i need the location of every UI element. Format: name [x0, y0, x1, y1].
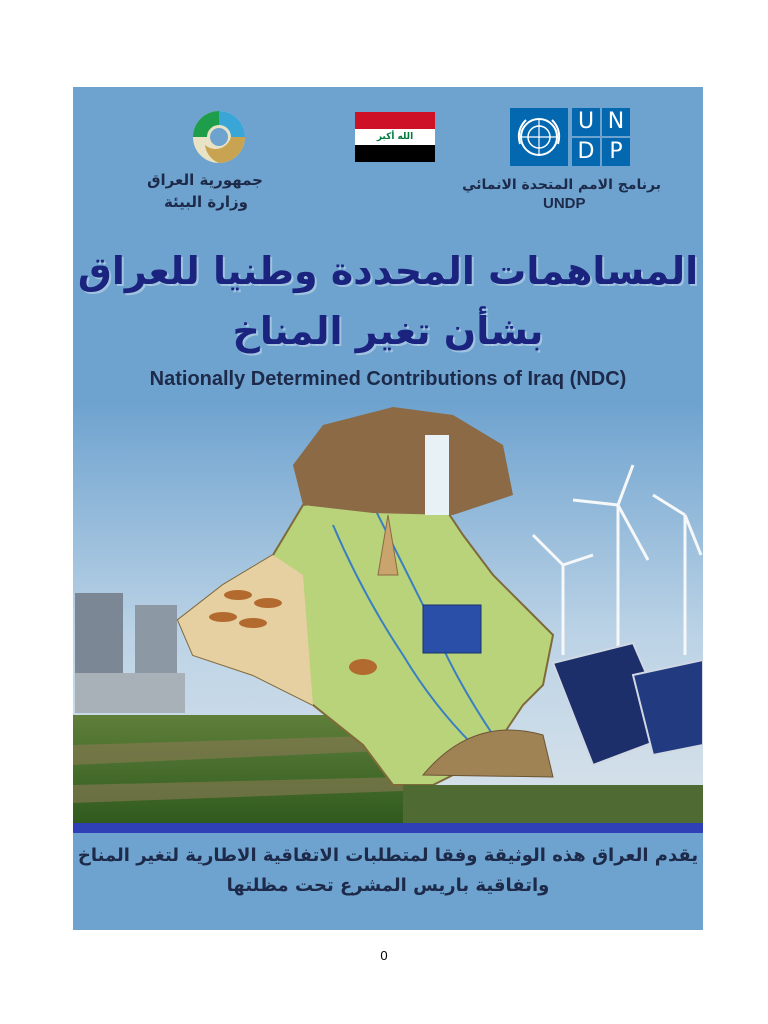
undp-letter-d: D: [572, 138, 600, 166]
ministry-logo-text-line2: وزارة البيئة: [163, 193, 248, 211]
page-number: 0: [380, 948, 388, 963]
ishtar-gate: [423, 605, 481, 653]
un-emblem-icon: [510, 108, 568, 166]
undp-letter-n: N: [602, 108, 630, 136]
ministry-logo-text-line1: جمهورية العراق: [147, 171, 263, 189]
footer-arabic-line1: يقدم العراق هذه الوثيقة وفقا لمتطلبات الاتفاقية الاطارية لتغير المناخ: [77, 845, 699, 866]
title-arabic-line2: بشأن تغير المناخ: [232, 309, 544, 353]
blue-separator-band: [73, 823, 703, 833]
ministry-of-environment-logo: [191, 109, 247, 165]
footer-arabic-line2: واتفاقية باريس المشرع تحت مظلتها: [226, 875, 550, 896]
undp-label: UNDP: [543, 195, 586, 212]
undp-letter-u: U: [572, 108, 600, 136]
document-cover: [73, 87, 703, 930]
title-arabic-line1: المساهمات المحددة وطنيا للعراق: [77, 249, 699, 293]
cover-collage-image: [73, 405, 703, 825]
iraq-flag: [355, 112, 435, 162]
title-english: Nationally Determined Contributions of Iraq (NDC): [149, 368, 627, 390]
undp-arabic-name: برنامج الامم المتحدة الانمائي: [462, 177, 661, 193]
flag-script: الله أكبر: [376, 131, 414, 142]
undp-letter-p: P: [602, 138, 630, 166]
